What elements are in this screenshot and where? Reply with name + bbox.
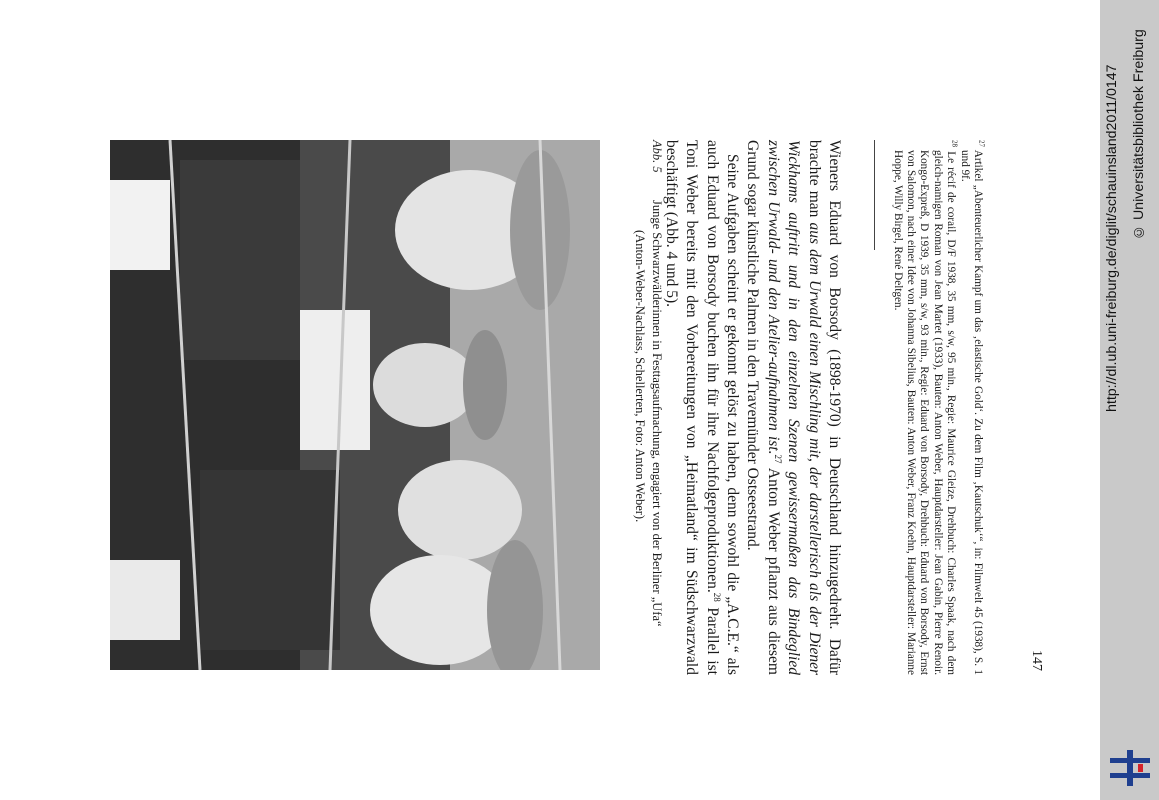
black-and-white-photograph [110,140,600,670]
footnote-ref-27: 27 [772,454,783,464]
copyright-notice: © Universitätsbibliothek Freiburg [1131,29,1147,240]
figure-caption [631,140,665,670]
footnote-28: $^{28}$ Le récif de corail, D/F 1938, 35 mm, s/w, 95 min., Regie: Maurice Gleize, Drehbuch: Charles Spaak, nach dem gleich-namigen Roman von Jean Martet (1933), Bauten: Anton Weber, Hauptdarsteller: Jean Gabin, Pierre Renoir. Kongo-Expreß, D 1939, 35 mm, s/w, 93 min., Regie: Eduard von Borsody, Drehbuch: Eduard von Borsody, Ernst von Salomon, nach einer Idee von Johanna Sibelius, Bauten: Anton Weber, Franz Koehn, Hauptdarsteller: Marianne Hoppe, Willy Birgel, René Deltgen. [891,140,959,675]
footnote-27: $^{27}$ Artikel „Abenteuerlicher Kampf um das ‚elastische Gold‘. Zu dem Film ‚Kautschuk‘“, in: Filmwelt 45 (1938), S. 1 und 9f. [958,140,986,675]
library-logo-icon [1110,750,1150,786]
body-paragraph-1: Wieners Eduard von Borsody (1898-1970) in Deutschland hinzugedreht. Dafür brachte man aus dem Urwald einen Mischling mit, der darstellerisch als der Diener Wickhams auftritt und in den einzelnen Szenen gewissermaßen das Bindeglied zwischen Urwald- und den Atelier-aufnahmen ist.$^{27}$ Anton Weber pflanzt aus diesem Grund sogar künstliche Palmen in den Travemünder Ostseestrand. [744,140,843,675]
photo-illustration [110,140,600,670]
page-number: 147 [1029,650,1044,671]
body-paragraph-2: Seine Aufgaben scheint er gekonnt gelöst zu haben, denn sowohl die „A.C.E.“ als auch Eduard von Borsody buchen ihn für ihre Nachfolgeproduktionen.$^{28}$ Parallel ist Toni Weber bereits mit den Vorbereitungen von „Heimatland“ im Südschwarzwald beschäftigt (Abb. 4 und 5). [662,140,741,675]
footnote-divider [874,140,875,250]
source-url[interactable]: http://dl.ub.uni-freiburg.de/diglit/schauinsland2011/0147 [1104,64,1120,412]
figure-label: Abb. 5 [650,140,664,173]
body-text [660,140,844,675]
library-sidebar [1100,0,1159,800]
caption-line-1: Junge Schwarzwälderinnen in Festtagsaufmachung, engagiert von der Berliner „Ufa“ [650,200,664,627]
footnote-ref-28: 28 [711,592,722,602]
footnotes [890,140,984,675]
caption-line-2: (Anton-Weber-Nachlass, Schellerten, Foto: Anton Weber). [633,230,647,523]
